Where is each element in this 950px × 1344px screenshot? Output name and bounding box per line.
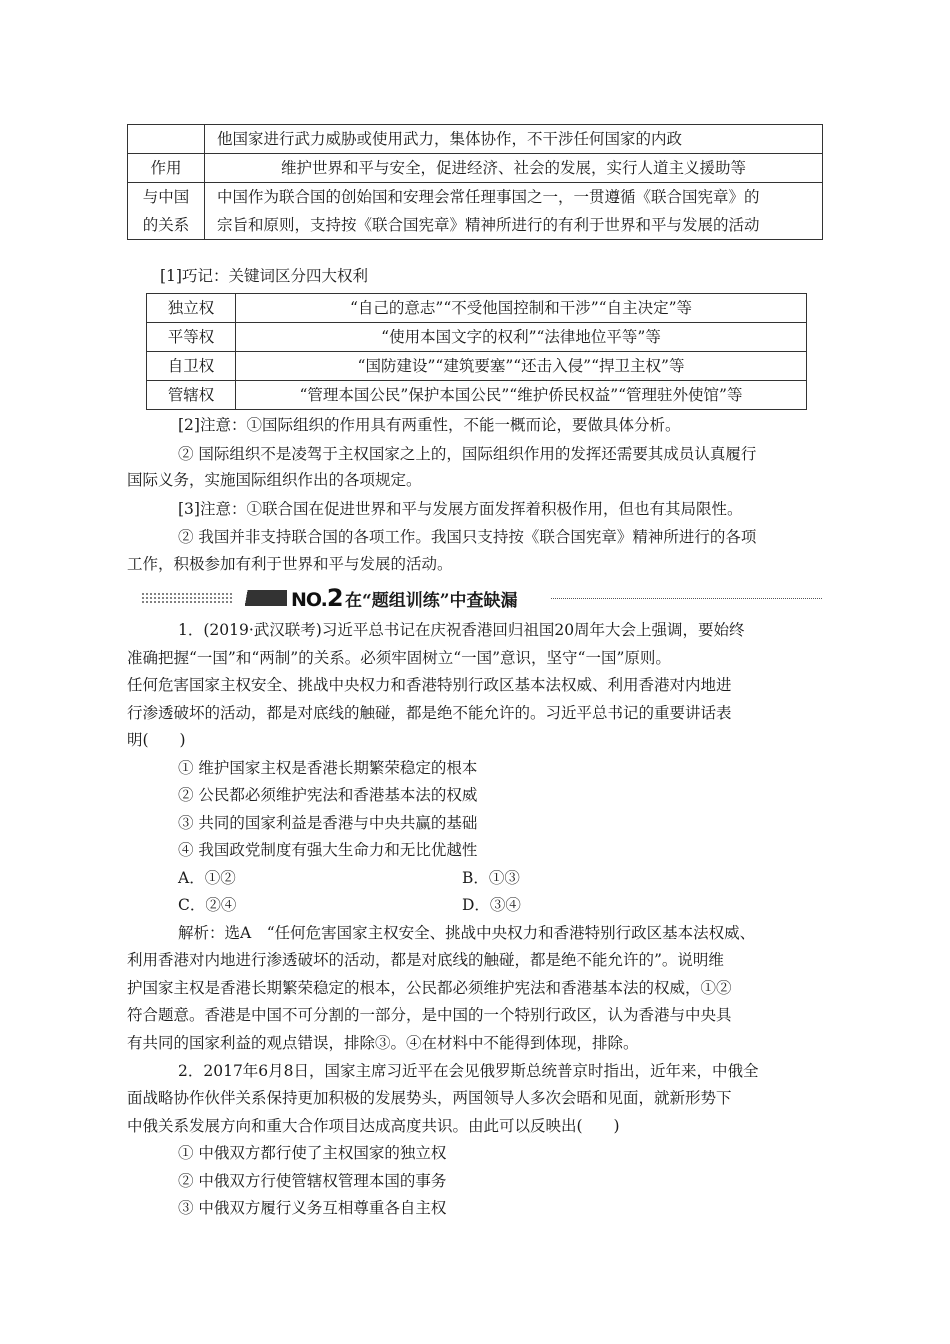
q1-statement-1: ① 维护国家主权是香港长期繁荣稳定的根本	[178, 759, 478, 777]
right-name: 管辖权	[147, 381, 236, 410]
q1-stem-line3: 任何危害国家主权安全、挑战中央权力和香港特别行政区基本法权威、利用香港对内地进	[127, 676, 732, 694]
row-key: 作用	[128, 154, 205, 183]
rights-keyword-table	[146, 293, 807, 410]
q1-stem-line2: 准确把握“一国”和“两制”的关系。必须牢固树立“一国”意识，坚守“一国”原则。	[127, 649, 671, 667]
q2-statement-2: ② 中俄双方行使管辖权管理本国的事务	[178, 1172, 447, 1190]
q1-answer-line1: 解析：选A “任何危害国家主权安全、挑战中央权力和香港特别行政区基本法权威、	[178, 924, 756, 942]
q1-statement-3: ③ 共同的国家利益是香港与中央共赢的基础	[178, 814, 478, 832]
un-summary-table	[127, 124, 823, 240]
right-keywords: “自己的意志”“不受他国控制和干涉”“自主决定”等	[236, 294, 807, 323]
right-name: 自卫权	[147, 352, 236, 381]
right-keywords: “管理本国公民”保护本国公民”“维护侨民权益”“管理驻外使馆”等	[236, 381, 807, 410]
row-value-line: 宗旨和原则，支持按《联合国宪章》精神所进行的有利于世界和平与发展的活动	[217, 216, 760, 234]
note-3a: [3]注意：①联合国在促进世界和平与发展方面发挥着积极作用，但也有其局限性。	[178, 500, 743, 518]
table-row	[147, 381, 807, 410]
q1-option-c: C．②④	[178, 896, 237, 914]
banner-dotted-rule	[551, 598, 822, 599]
note-2b-line2: 国际义务，实施国际组织作出的各项规定。	[127, 471, 422, 489]
row-value	[205, 183, 823, 240]
q1-answer-line3: 护国家主权是香港长期繁荣稳定的根本，公民都必须维护宪法和香港基本法的权威，①②	[127, 979, 732, 997]
table-row	[147, 323, 807, 352]
q2-statement-1: ① 中俄双方都行使了主权国家的独立权	[178, 1144, 447, 1162]
table-row	[128, 183, 823, 240]
right-keywords: “国防建设”“建筑要塞”“还击入侵”“捍卫主权”等	[236, 352, 807, 381]
section-number	[291, 584, 343, 612]
q1-option-d: D．③④	[462, 896, 521, 914]
table-row	[128, 154, 823, 183]
section-number-prefix: NO.	[291, 589, 327, 611]
q1-stem-line4: 行渗透破坏的活动，都是对底线的触碰，都是绝不能允许的。习近平总书记的重要讲话表	[127, 704, 732, 722]
q1-option-b: B．①③	[462, 869, 520, 887]
banner-stripe-decoration	[237, 590, 287, 606]
row-value: 他国家进行武力威胁或使用武力，集体协作，不干涉任何国家的内政	[205, 125, 823, 154]
section-number-value: 2	[326, 584, 343, 612]
row-key	[128, 125, 205, 154]
q1-statement-4: ④ 我国政党制度有强大生命力和无比优越性	[178, 841, 478, 859]
q1-stem-line1: 1．(2019·武汉联考)习近平总书记在庆祝香港回归祖国20周年大会上强调，要始终	[178, 621, 745, 639]
table-row	[147, 352, 807, 381]
q1-stem-line5: 明( )	[127, 731, 186, 749]
note-2b-line1: ② 国际组织不是凌驾于主权国家之上的，国际组织作用的发挥还需要其成员认真履行	[178, 445, 757, 463]
row-key-line: 的关系	[142, 216, 190, 234]
row-key-line: 与中国	[142, 188, 190, 206]
q2-stem-line3: 中俄关系发展方向和重大合作项目达成高度共识。由此可以反映出( )	[127, 1117, 620, 1135]
q1-answer-line4: 符合题意。香港是中国不可分割的一部分，是中国的一个特别行政区，认为香港与中央具	[127, 1006, 732, 1024]
q2-stem-line2: 面战略协作伙伴关系保持更加积极的发展势头，两国领导人多次会晤和见面，就新形势下	[127, 1089, 732, 1107]
right-name: 独立权	[147, 294, 236, 323]
note-3b-line2: 工作，积极参加有利于世界和平与发展的活动。	[127, 555, 453, 573]
section-banner	[141, 586, 822, 610]
table-row	[147, 294, 807, 323]
q1-option-a: A．①②	[178, 869, 236, 887]
table-row	[128, 125, 823, 154]
q1-statement-2: ② 公民都必须维护宪法和香港基本法的权威	[178, 786, 478, 804]
row-value: 维护世界和平与安全，促进经济、社会的发展，实行人道主义援助等	[205, 154, 823, 183]
banner-dots-decoration	[141, 592, 233, 604]
q1-answer-line5: 有共同的国家利益的观点错误，排除③。④在材料中不能得到体现，排除。	[127, 1034, 639, 1052]
section-title: 在“题组训练”中查缺漏	[345, 591, 518, 611]
row-key	[128, 183, 205, 240]
q1-answer-line2: 利用香港对内地进行渗透破坏的活动，都是对底线的触碰，都是绝不能允许的”。说明维	[127, 951, 724, 969]
right-name: 平等权	[147, 323, 236, 352]
q2-stem-line1: 2．2017年6月8日，国家主席习近平在会见俄罗斯总统普京时指出，近年来，中俄全	[178, 1062, 759, 1080]
right-keywords: “使用本国文字的权利”“法律地位平等”等	[236, 323, 807, 352]
row-value-line: 中国作为联合国的创始国和安理会常任理事国之一，一贯遵循《联合国宪章》的	[217, 188, 760, 206]
q2-statement-3: ③ 中俄双方履行义务互相尊重各自主权	[178, 1199, 447, 1217]
note-2a: [2]注意：①国际组织的作用具有两重性，不能一概而论，要做具体分析。	[178, 416, 681, 434]
note-3b-line1: ② 我国并非支持联合国的各项工作。我国只支持按《联合国宪章》精神所进行的各项	[178, 528, 757, 546]
note-1-title: [1]巧记：关键词区分四大权利	[160, 267, 368, 285]
